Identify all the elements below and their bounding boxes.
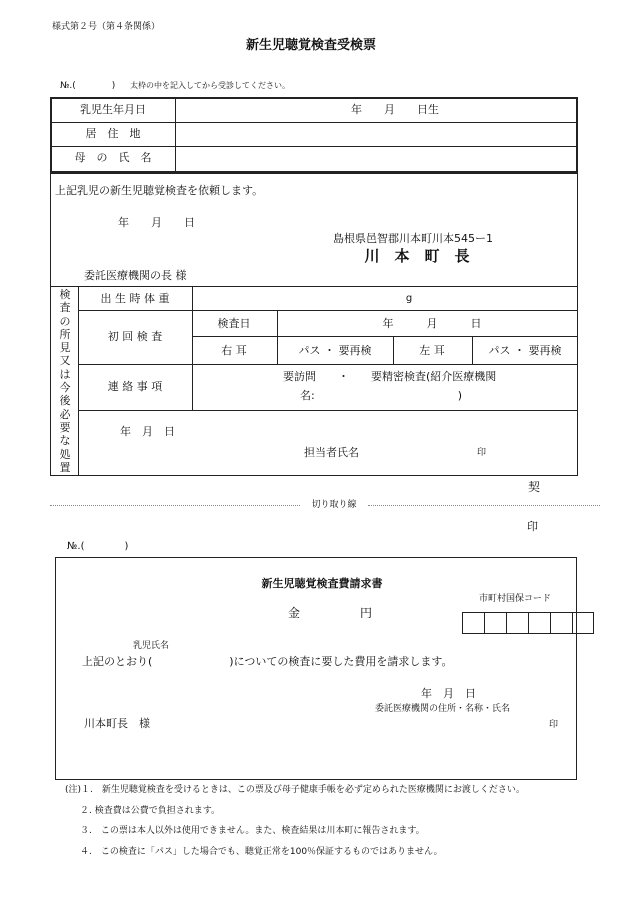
mother-name-label: 母 の 氏 名 xyxy=(74,151,152,164)
page-title: 新生児聴覚検査受検票 xyxy=(245,38,377,53)
infant-name-label: 乳児氏名 xyxy=(133,641,170,651)
invoice-date: 年 月 日 xyxy=(421,687,476,700)
note-4: ４. この検査に「パス」した場合でも、聴覚正常を100％保証するものではありません。 xyxy=(80,847,443,857)
invoice-title: 新生児聴覚検査費請求書 xyxy=(261,577,383,590)
insurance-code-label: 市町村国保コード xyxy=(479,594,552,604)
invoice-amount[interactable]: 金 円 xyxy=(287,606,373,620)
cut-line-right xyxy=(368,505,600,506)
contact-notes-line2[interactable]: 名: ) xyxy=(300,389,462,402)
note-3: ３. この票は本人以外は使用できません。また、検査結果は川本町に報告されます。 xyxy=(80,826,425,836)
contact-notes-label: 連 絡 事 項 xyxy=(107,380,163,393)
recipient-label: 委託医療機関の長 様 xyxy=(84,269,187,282)
staff-seal: 印 xyxy=(477,448,487,458)
left-ear-label: 左 耳 xyxy=(419,344,445,357)
birth-date-value[interactable]: 年 月 日生 xyxy=(351,103,439,116)
contact-notes-line1[interactable]: 要訪問 ・ 要精密検査(紹介医療機関 xyxy=(283,370,497,383)
exam-date-label: 検査日 xyxy=(217,317,251,330)
weight-unit[interactable]: g xyxy=(405,293,413,304)
cut-seal: 印 xyxy=(527,520,538,533)
cut-line-label: 切り取り線 xyxy=(311,500,357,510)
ticket-number: №.( ) xyxy=(60,81,116,91)
invoice-addressee: 川本町長 様 xyxy=(84,717,150,730)
town-address: 島根県邑智郡川本町川本545ー1 xyxy=(333,232,493,245)
results-vertical-label: 検 査 の 所 見 又 は 今 後 必 要 な 処 置 xyxy=(59,288,71,474)
request-date: 年 月 日 xyxy=(118,216,195,229)
note-1: (注)１. 新生児聴覚検査を受けるときは、この票及び母子健康手帳を必ず定められた医療機関にお渡しください。 xyxy=(65,785,525,795)
cut-line-left xyxy=(50,505,300,506)
birth-weight-label: 出 生 時 体 重 xyxy=(100,292,170,305)
address-label: 居 住 地 xyxy=(85,127,141,140)
form-number: 様式第２号（第４条関係） xyxy=(52,22,161,32)
right-ear-label: 右 耳 xyxy=(221,344,247,357)
first-exam-label: 初 回 検 査 xyxy=(107,330,163,343)
birth-date-label: 乳児生年月日 xyxy=(80,103,146,116)
invoice-request-text: 上記のとおり( )についての検査に要した費用を請求します。 xyxy=(82,655,453,668)
invoice-number: №.( ) xyxy=(67,541,129,552)
left-ear-result[interactable]: パス ・ 要再検 xyxy=(488,344,562,357)
staff-name-label: 担当者氏名 xyxy=(304,446,359,459)
note-2: ２. 検査費は公費で負担されます。 xyxy=(80,806,221,816)
instruction-text: 太枠の中を記入してから受診してください。 xyxy=(130,81,290,90)
invoice-seal: 印 xyxy=(549,720,559,730)
invoice-box xyxy=(55,557,577,780)
institution-label: 委託医療機関の住所・名称・氏名 xyxy=(375,704,511,714)
exam-date-value[interactable]: 年 月 日 xyxy=(382,317,482,330)
record-date: 年 月 日 xyxy=(120,425,175,438)
contract-mark: 契 xyxy=(528,480,541,494)
right-ear-result[interactable]: パス ・ 要再検 xyxy=(298,344,372,357)
mayor-title: 川 本 町 長 xyxy=(364,247,470,265)
request-text: 上記乳児の新生児聴覚検査を依頼します。 xyxy=(55,184,264,197)
